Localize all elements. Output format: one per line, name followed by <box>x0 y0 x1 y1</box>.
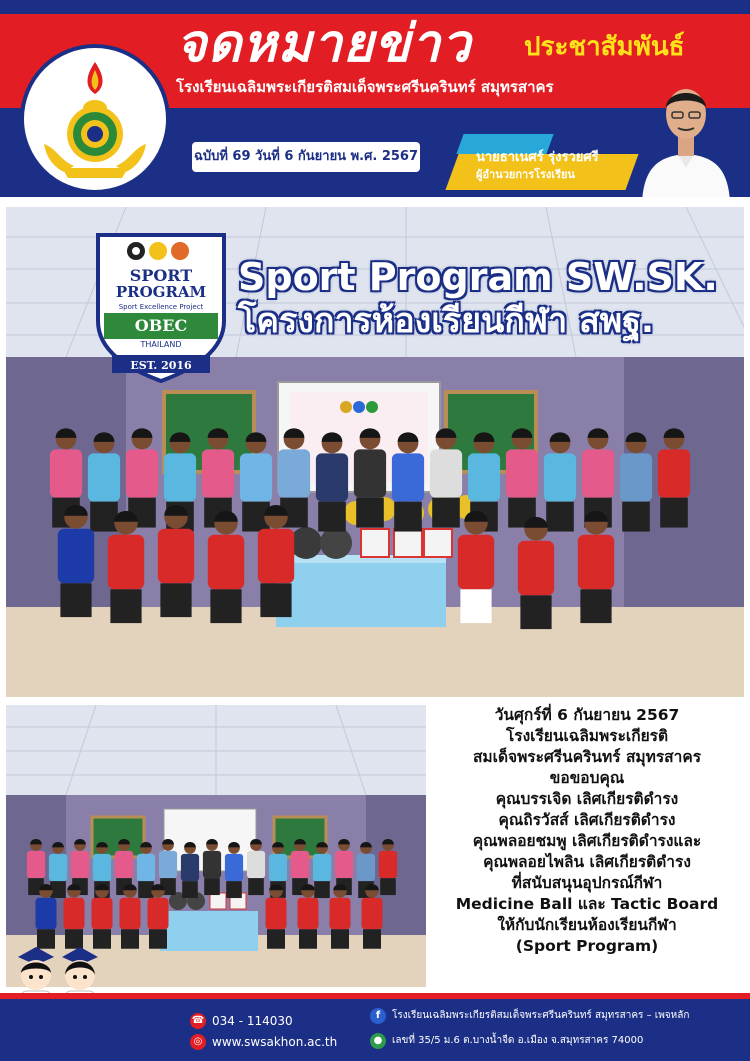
person-figure <box>160 583 191 617</box>
person-figure <box>354 449 386 497</box>
person-figure <box>458 535 494 590</box>
person-figure <box>468 453 500 501</box>
person-figure <box>27 851 45 878</box>
news-line: ที่สนับสนุนอุปกรณ์กีฬา <box>511 874 663 892</box>
location-icon: ● <box>370 1033 386 1049</box>
main-event-photo <box>6 207 744 697</box>
header-divider <box>0 197 750 205</box>
person-figure <box>379 851 397 878</box>
person-figure <box>258 529 294 584</box>
person-figure <box>318 502 346 532</box>
person-figure <box>544 453 576 501</box>
newsletter-subtitle: ประชาสัมพันธ์ <box>524 32 685 62</box>
svg-text:OBEC: OBEC <box>134 316 188 335</box>
person-figure <box>316 453 348 501</box>
person-figure <box>330 898 351 930</box>
person-figure <box>298 898 319 930</box>
person-figure <box>506 449 538 497</box>
person-figure <box>362 898 383 930</box>
person-figure <box>335 851 353 878</box>
header-top-band <box>0 0 750 14</box>
person-figure <box>90 502 118 532</box>
person-figure <box>60 583 91 617</box>
person-figure <box>622 502 650 532</box>
person-figure <box>50 449 82 497</box>
news-line: คุณบรรเจิด เลิศเกียรติดำรง <box>495 790 679 808</box>
svg-text:EST. 2016: EST. 2016 <box>130 359 192 372</box>
director-portrait <box>638 68 734 202</box>
person-figure <box>460 589 491 623</box>
person-figure <box>158 529 194 584</box>
footer <box>0 999 750 1061</box>
person-figure <box>88 453 120 501</box>
person-figure <box>299 929 317 949</box>
person-figure <box>115 851 133 878</box>
footer-facebook[interactable]: โรงเรียนเฉลิมพระเกียรติสมเด็จพระศรีนครินทร์ สมุทรสาคร – เพจหลัก <box>392 1010 690 1021</box>
school-emblem-icon <box>20 44 170 194</box>
person-figure <box>202 449 234 497</box>
news-line: คุณถิรวัสส์ เลิศเกียรติดำรง <box>498 811 676 829</box>
person-figure <box>203 851 221 878</box>
person-figure <box>49 854 67 881</box>
person-figure <box>92 898 113 930</box>
person-figure <box>71 851 89 878</box>
person-figure <box>210 589 241 623</box>
person-figure <box>520 595 551 629</box>
person-figure <box>240 453 272 501</box>
news-line: คุณพลอยชมพู เลิศเกียรติดำรงและ <box>472 832 702 850</box>
issue-label: ฉบับที่ 69 วันที่ 6 กันยายน พ.ศ. 2567 <box>192 142 420 172</box>
person-figure <box>110 589 141 623</box>
director-role: ผู้อำนวยการโรงเรียน <box>476 168 575 181</box>
person-figure <box>578 535 614 590</box>
person-figure <box>108 535 144 590</box>
person-figure <box>278 449 310 497</box>
person-figure <box>267 929 285 949</box>
person-figure <box>204 878 220 895</box>
person-figure <box>226 881 242 898</box>
phone-icon: ☎ <box>190 1013 206 1029</box>
banner-thai: โครงการห้องเรียนกีฬา สพฐ. <box>238 301 654 341</box>
footer-phone[interactable]: 034 - 114030 <box>212 1014 293 1028</box>
sport-program-badge-icon <box>94 221 228 383</box>
person-figure <box>266 898 287 930</box>
person-figure <box>432 498 460 528</box>
person-figure <box>357 854 375 881</box>
person-figure <box>148 898 169 930</box>
school-name: โรงเรียนเฉลิมพระเกียรติสมเด็จพระศรีนครินทร์ สมุทรสาคร <box>176 78 554 96</box>
banner-english: Sport Program SW.SK. <box>238 255 718 299</box>
news-line: (Sport Program) <box>515 937 659 955</box>
person-figure <box>660 498 688 528</box>
person-figure <box>394 502 422 532</box>
news-body <box>428 705 746 957</box>
newsletter-header <box>0 0 750 205</box>
director-name: นายธาเนศร์ รุ่งรวยศรี <box>476 150 599 165</box>
person-figure <box>137 854 155 881</box>
person-figure <box>64 898 85 930</box>
newsletter-title: จดหมายข่าว <box>176 14 472 74</box>
person-figure <box>120 898 141 930</box>
news-line: สมเด็จพระศรีนครินทร์ สมุทรสาคร <box>472 748 702 766</box>
person-figure <box>181 854 199 881</box>
facebook-icon: f <box>370 1008 386 1024</box>
person-figure <box>208 535 244 590</box>
svg-text:PROGRAM: PROGRAM <box>115 283 207 301</box>
person-figure <box>380 878 396 895</box>
news-line: ให้กับนักเรียนห้องเรียนกีฬา <box>497 916 677 934</box>
person-figure <box>580 589 611 623</box>
news-line: คุณพลอยไพลิน เลิศเกียรติดำรง <box>483 853 691 871</box>
news-line: Medicine Ball และ Tactic Board <box>455 895 719 913</box>
person-figure <box>546 502 574 532</box>
globe-icon: ◎ <box>190 1034 206 1050</box>
person-figure <box>518 541 554 596</box>
person-figure <box>430 449 462 497</box>
person-figure <box>182 881 198 898</box>
person-figure <box>392 453 424 501</box>
person-figure <box>363 929 381 949</box>
person-figure <box>247 851 265 878</box>
news-line: ขอขอบคุณ <box>549 769 625 787</box>
person-figure <box>126 449 158 497</box>
person-figure <box>159 851 177 878</box>
person-figure <box>58 529 94 584</box>
person-figure <box>291 851 309 878</box>
person-figure <box>260 583 291 617</box>
person-figure <box>313 854 331 881</box>
svg-text:Sport Excellence Project: Sport Excellence Project <box>118 303 204 311</box>
svg-text:THAILAND: THAILAND <box>140 340 182 349</box>
person-figure <box>356 498 384 528</box>
person-figure <box>248 878 264 895</box>
person-figure <box>164 453 196 501</box>
person-figure <box>149 929 167 949</box>
person-figure <box>620 453 652 501</box>
person-figure <box>582 449 614 497</box>
news-date: วันศุกร์ที่ 6 กันยายน 2567 <box>494 706 680 724</box>
person-figure <box>36 898 57 930</box>
person-figure <box>93 854 111 881</box>
person-figure <box>225 854 243 881</box>
person-figure <box>658 449 690 497</box>
person-figure <box>121 929 139 949</box>
footer-address: เลขที่ 35/5 ม.6 ต.บางน้ำจืด อ.เมือง จ.สมุทรสาคร 74000 <box>392 1035 644 1046</box>
svg-text:SPORT: SPORT <box>129 266 193 285</box>
person-figure <box>269 854 287 881</box>
person-figure <box>331 929 349 949</box>
person-figure <box>314 881 330 898</box>
footer-website[interactable]: www.swsakhon.ac.th <box>212 1035 338 1049</box>
news-line: โรงเรียนเฉลิมพระเกียรติ <box>505 727 669 745</box>
